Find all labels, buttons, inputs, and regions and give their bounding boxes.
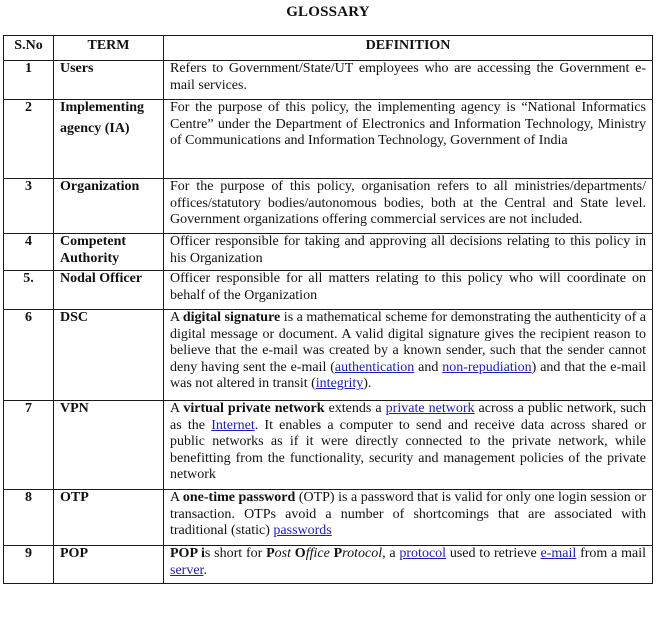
row-term-line2: Authority (60, 250, 120, 266)
def-bold-letter: O (294, 546, 306, 561)
row-term-line1: Implementing (60, 100, 144, 115)
row-definition (164, 490, 653, 546)
def-bold-term: POP i (170, 546, 205, 561)
def-text: across a public network, such as the (170, 401, 647, 433)
row-term: Organization (54, 179, 164, 234)
page-title: GLOSSARY (286, 4, 370, 20)
row-definition: Officer responsible for taking and approving all decisions relating to this policy in his Organization (164, 234, 653, 271)
def-bold-term: digital signature (182, 310, 281, 325)
def-text: (OTP) is a password that is valid for only one login session or transaction. OTPs avoid a number of shortcomings that are associated with traditional (static) (170, 490, 646, 539)
row-definition: Officer responsible for all matters relating to this policy who will coordinate on behalf of the Organization (164, 271, 653, 310)
def-bold-letter: P (333, 546, 343, 561)
row-sno: 2 (4, 100, 54, 179)
table-row (4, 61, 653, 100)
glossary-table (3, 35, 653, 584)
table-row (4, 490, 653, 546)
link-passwords[interactable]: passwords (273, 523, 332, 539)
row-term: Nodal Officer (54, 271, 164, 310)
row-definition: For the purpose of this policy, organisation refers to all ministries/departments/ offices/statutory bodies/autonomous bodies, both at the Central and State level. Government organizations offering commercial services are not included. (164, 179, 653, 234)
row-term: DSC (54, 310, 164, 401)
table-header-row (4, 36, 653, 61)
def-text: used to retrieve (446, 546, 541, 561)
link-authentication[interactable]: authentication (334, 359, 415, 375)
table-row (4, 100, 653, 179)
row-sno: 6 (4, 310, 54, 401)
def-text: A (170, 310, 183, 325)
link-protocol[interactable]: protocol (399, 546, 447, 561)
def-bold-term: virtual private network (183, 401, 325, 416)
row-sno: 3 (4, 179, 54, 234)
row-definition: For the purpose of this policy, the implementing agency is “National Informatics Centre” under the Department of Electronics and Information Technology, Ministry of Communications and Information Technology, Government of India (164, 100, 653, 179)
row-sno: 8 (4, 490, 54, 546)
def-italic-text: ost (274, 546, 295, 561)
def-bold-letter: P (266, 546, 275, 561)
header-sno: S.No (4, 36, 54, 61)
row-definition (164, 310, 653, 401)
row-term-line1: Competent (60, 234, 127, 249)
def-text: a (385, 546, 400, 561)
link-integrity[interactable]: integrity (315, 376, 364, 392)
table-row (4, 310, 653, 401)
row-sno: 4 (4, 234, 54, 271)
def-text: is a mathematical scheme for demonstrating the authenticity of a digital message or document. A valid digital signature gives the recipient reason to believe that the e-mail was created by a known sender, such that the sender cannot deny having sent the e-mail ( (170, 310, 646, 375)
row-term: Users (54, 61, 164, 100)
row-term: OTP (54, 490, 164, 546)
def-bold-term: one-time password (182, 490, 296, 505)
row-term: VPN (54, 401, 164, 490)
def-text: A (170, 490, 183, 505)
row-term (54, 100, 164, 179)
row-term: POP (54, 546, 164, 584)
link-private-network[interactable]: private network (385, 401, 475, 416)
def-text: s short for (204, 546, 267, 561)
table-row (4, 546, 653, 584)
def-text: from a mail (576, 546, 646, 561)
row-definition: Refers to Government/State/UT employees who are accessing the Government e-mail services. (164, 61, 653, 100)
def-italic-text: rotocol, (342, 546, 386, 561)
row-term (54, 234, 164, 271)
def-text: . It enables a computer to send and receive data across shared or public networks as if it were directly connected to the private network, while benefitting from the functionality, security and management policies of the private network (170, 417, 647, 483)
row-term-line2: agency (IA) (60, 121, 130, 136)
def-text: . (203, 562, 207, 578)
header-term: TERM (54, 36, 164, 61)
row-sno: 9 (4, 546, 54, 584)
table-row (4, 401, 653, 490)
def-text: A (170, 401, 184, 416)
row-sno: 1 (4, 61, 54, 100)
header-definition: DEFINITION (164, 36, 653, 61)
row-sno: 7 (4, 401, 54, 490)
def-italic-text: ffice (305, 546, 334, 561)
table-row (4, 234, 653, 271)
def-text: and (414, 359, 443, 375)
row-definition (164, 546, 653, 584)
def-text: ) and that the e-mail was not altered in transit ( (170, 359, 646, 392)
table-row (4, 179, 653, 234)
link-server[interactable]: server (170, 562, 204, 578)
def-text: extends a (324, 401, 386, 416)
link-internet[interactable]: Internet (211, 417, 255, 433)
row-definition (164, 401, 653, 490)
table-row (4, 271, 653, 310)
link-non-repudiation[interactable]: non-repudiation (442, 359, 532, 375)
link-e-mail[interactable]: e-mail (540, 546, 577, 561)
row-sno: 5. (4, 271, 54, 310)
def-text: ). (363, 376, 372, 392)
